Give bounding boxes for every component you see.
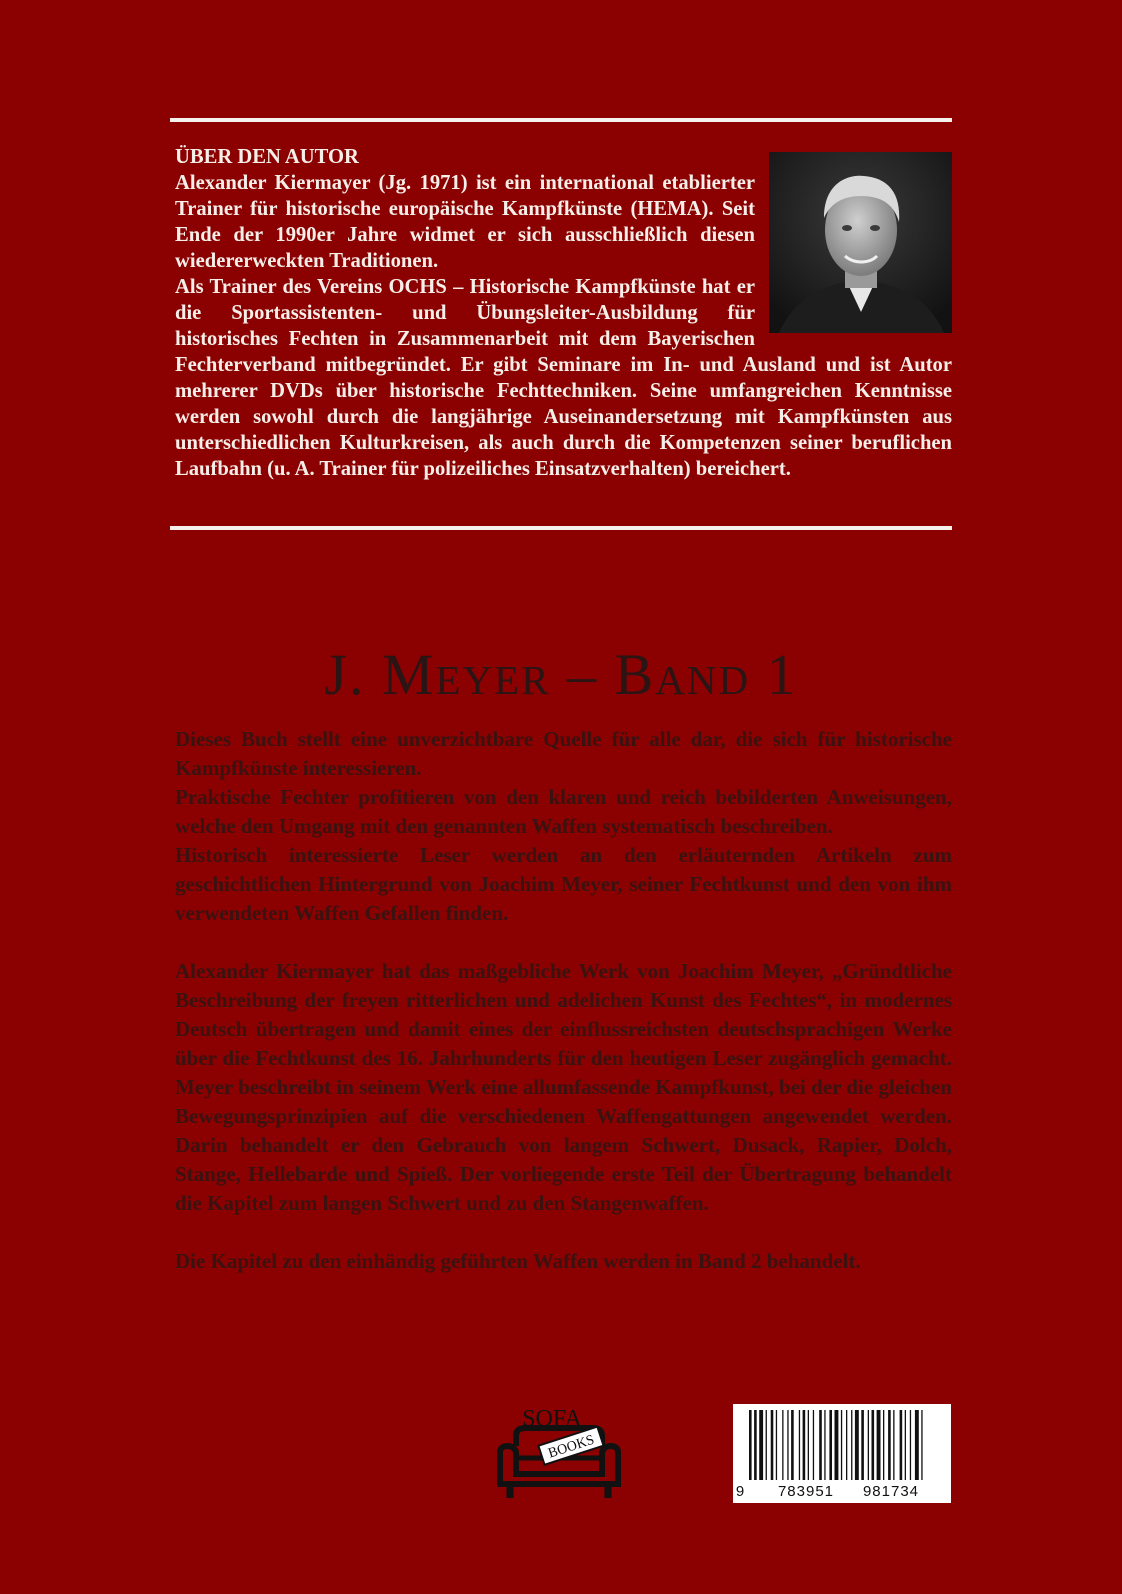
author-photo — [769, 152, 952, 333]
top-divider — [170, 118, 952, 122]
logo-text-sofa: SOFA — [522, 1406, 582, 1432]
barcode-bar — [808, 1410, 809, 1480]
barcode-bar — [835, 1410, 839, 1480]
barcode-bar — [905, 1410, 906, 1480]
blurb-paragraph-2: Praktische Fechter profitieren von den klaren und reich bebilderten Anweisungen, welche den Umgang mit den genannten Waffen systematisch beschreiben. — [175, 785, 952, 838]
barcode-bar — [824, 1410, 825, 1480]
barcode-bar — [782, 1410, 783, 1480]
barcode-bar — [754, 1410, 757, 1480]
barcode-bar — [813, 1410, 814, 1480]
book-blurb — [175, 725, 952, 1276]
blurb-paragraph-5: Die Kapitel zu den einhändig geführten Waffen werden in Band 2 behandelt. — [175, 1249, 861, 1273]
barcode-bar — [749, 1410, 752, 1480]
barcode-bar — [888, 1410, 891, 1480]
author-section — [175, 144, 952, 482]
isbn-barcode — [733, 1404, 951, 1503]
barcode-bar — [900, 1410, 903, 1480]
barcode-bar — [766, 1410, 767, 1480]
blurb-paragraph-3: Historisch interessierte Leser werden an den erläuternden Artikeln zum geschichtlichen Hintergrund von Joachim Meyer, seiner Fechtkunst und den von ihm verwendeten Waffen Gefallen finden. — [175, 843, 952, 925]
barcode-group-left: 783951 — [777, 1483, 835, 1500]
barcode-bar — [921, 1410, 922, 1480]
barcode-bar — [877, 1410, 881, 1480]
barcode-group-right: 981734 — [862, 1483, 920, 1500]
barcode-bar — [776, 1410, 777, 1480]
barcode-bar — [910, 1410, 911, 1480]
barcode-bar — [759, 1410, 763, 1480]
barcode-digit-first: 9 — [735, 1483, 745, 1500]
barcode-bar — [799, 1410, 800, 1480]
blurb-paragraph-1: Dieses Buch stellt eine unverzichtbare Quelle für alle dar, die sich für historische Kampfkünste interessieren. — [175, 727, 952, 780]
barcode-bar — [851, 1410, 852, 1480]
barcode-bar — [819, 1410, 822, 1480]
barcode-bar — [915, 1410, 919, 1480]
book-title: J. Meyer – Band 1 — [324, 642, 798, 707]
barcode-bar — [883, 1410, 884, 1480]
barcode-bar — [855, 1410, 859, 1480]
barcode-bar — [803, 1410, 806, 1480]
author-paragraph-2: Als Trainer des Vereins OCHS – Historische Kampfkünste hat er die Sportassistenten- und Übungsleiter-Ausbildung für historisches Fechten in Zusammenarbeit mit dem Bayerischen Fechterverband mitbegründet. Er gibt Seminare im In- und Ausland und ist Autor mehrerer DVDs über historische Fechttechniken. Seine umfangreichen Kenntnisse werden sowohl durch die langjährige Auseinandersetzung mit Kampfkünsten aus unterschiedlichen Kulturkreisen, als auch durch die Kompetenzen seiner beruflichen Laufbahn (u. A. Trainer für polizeiliches Einsatzverhalten) bereichert. — [175, 276, 952, 480]
blurb-paragraph-4: Alexander Kiermayer hat das maßgebliche Werk von Joachim Meyer, „Gründtliche Beschreibung der freyen ritterlichen und adelichen Kunst des Fechtes“, in modernes Deutsch übertragen und damit eines der einflussreichsten deutschsprachigen Werke über die Fechtkunst des 16. Jahrhunderts für den heutigen Leser zugänglich gemacht. Meyer beschreibt in seinem Werk eine allumfassende Kampfkunst, bei der die gleichen Bewegungsprinzipien auf die verschiedenen Waffengattungen angewendet werden. Darin behandelt er den Gebrauch von langem Schwert, Dusack, Rapier, Dolch, Stange, Hellebarde und Spieß. Der vorliegende erste Teil der Übertragung behandelt die Kapitel zum langen Schwert und zu den Stangenwaffen. — [175, 959, 952, 1215]
barcode-bar — [872, 1410, 875, 1480]
barcode-bar — [846, 1410, 847, 1480]
barcode-bar — [791, 1410, 794, 1480]
logo-text-books: BOOKS — [546, 1432, 597, 1462]
author-paragraph-1: Alexander Kiermayer (Jg. 1971) ist ein international etablierter Trainer für historische europäische Kampfkünste (HEMA). Seit Ende der 1990er Jahre widmet er sich ausschließlich diesen wiedererweckten Traditionen. — [175, 172, 755, 272]
barcode-bar — [829, 1410, 832, 1480]
sofa-books-logo — [494, 1402, 624, 1507]
barcode-bar — [771, 1410, 774, 1480]
barcode-bar — [861, 1410, 864, 1480]
author-heading: ÜBER DEN AUTOR — [175, 146, 359, 168]
barcode-bars — [749, 1410, 923, 1480]
barcode-bar — [893, 1410, 894, 1480]
barcode-bar — [841, 1410, 842, 1480]
barcode-bar — [868, 1410, 869, 1480]
bottom-divider — [170, 526, 952, 530]
barcode-bar — [787, 1410, 788, 1480]
